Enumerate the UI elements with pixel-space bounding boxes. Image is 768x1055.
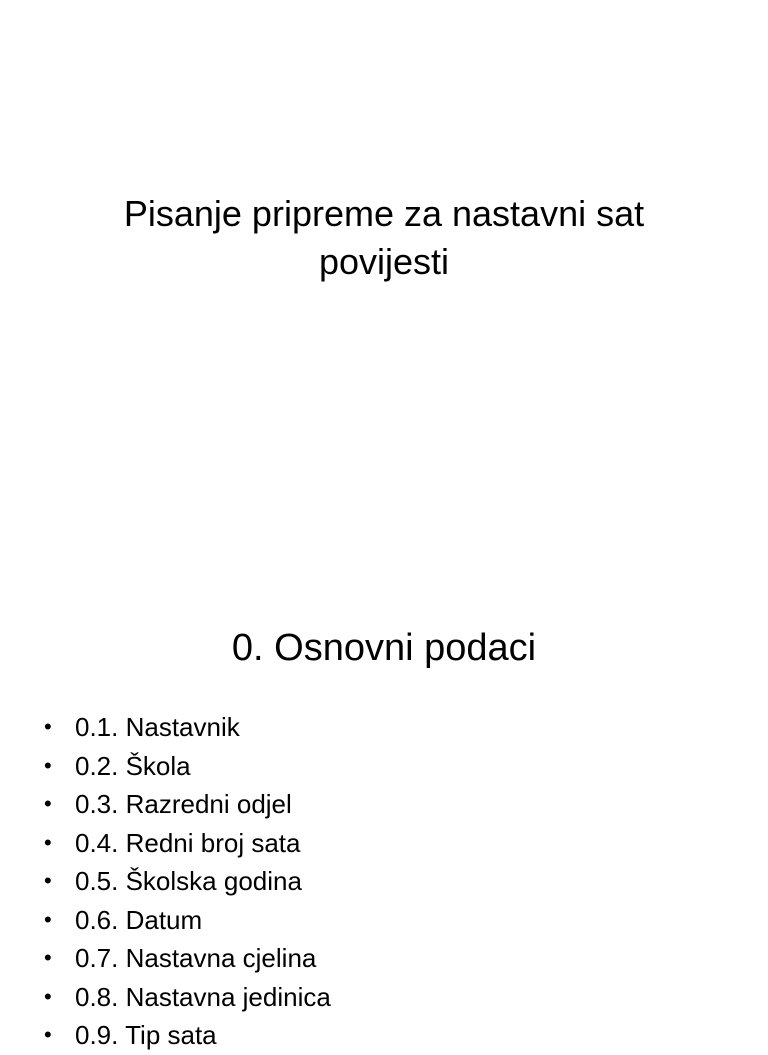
bullet-icon: • <box>44 1022 52 1047</box>
list-item-text: 0.8. Nastavna jedinica <box>75 981 331 1012</box>
bullet-icon: • <box>44 714 52 739</box>
list-item-text: 0.3. Razredni odjel <box>75 789 292 819</box>
list-item <box>44 785 331 824</box>
bullet-icon: • <box>44 791 52 816</box>
slide-title <box>40 190 728 286</box>
bullet-icon: • <box>44 945 52 970</box>
list-item-text: 0.1. Nastavnik <box>75 712 240 742</box>
list-item-text: 0.5. Školska godina <box>75 866 302 896</box>
content-slide <box>0 576 768 1050</box>
bullet-icon: • <box>44 752 52 778</box>
list-item-text: 0.7. Nastavna cjelina <box>75 943 317 973</box>
slide-title-line-1: Pisanje pripreme za nastavni sat <box>123 193 645 234</box>
list-item-text: 0.9. Tip sata <box>75 1020 217 1050</box>
list-item-text: 0.2. Škola <box>75 750 191 781</box>
list-item <box>44 901 331 940</box>
section-heading: 0. Osnovni podaci <box>231 627 537 669</box>
bullet-list <box>44 708 331 1055</box>
slide-title-line-2: povijesti <box>318 241 450 282</box>
bullet-icon: • <box>44 983 52 1009</box>
list-item <box>44 747 331 786</box>
list-item <box>44 824 331 863</box>
list-item-text: 0.6. Datum <box>75 904 203 935</box>
list-item <box>44 708 331 747</box>
bullet-icon: • <box>44 868 52 893</box>
bullet-icon: • <box>44 829 52 855</box>
list-item <box>44 862 331 901</box>
list-item <box>44 1016 331 1055</box>
bullet-icon: • <box>44 906 52 932</box>
list-item-text: 0.4. Redni broj sata <box>75 827 301 858</box>
list-item <box>44 939 331 978</box>
list-item <box>44 978 331 1017</box>
